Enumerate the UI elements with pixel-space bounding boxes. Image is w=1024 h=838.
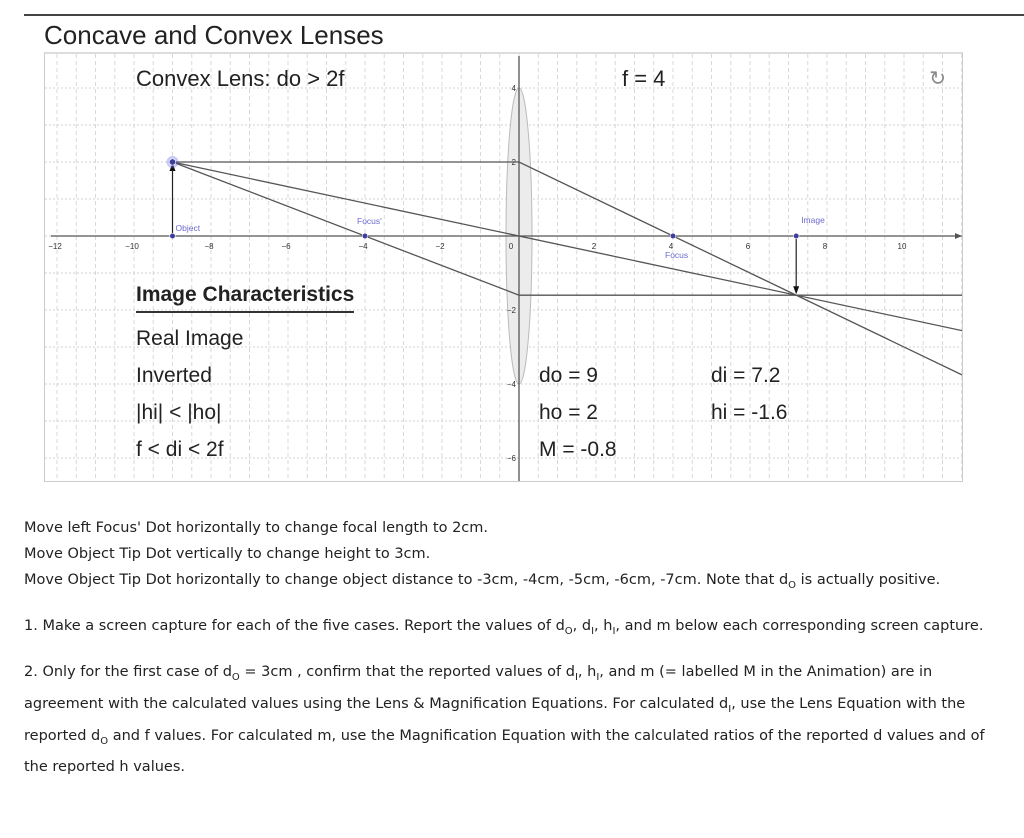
x-tick-label: −10 xyxy=(125,242,139,251)
y-tick-label: 4 xyxy=(511,84,516,93)
image-arrowhead-icon xyxy=(793,286,799,294)
y-tick-label: 2 xyxy=(511,158,516,167)
hi-value: hi = -1.6 xyxy=(711,401,788,424)
image-label: Image xyxy=(801,215,825,225)
x-tick-label: 8 xyxy=(822,242,828,251)
y-tick-label: −2 xyxy=(506,306,516,315)
image-dot[interactable] xyxy=(793,233,799,239)
characteristic-item: Real Image xyxy=(136,327,244,350)
focal-length-label: f = 4 xyxy=(622,66,666,91)
characteristic-item: f < di < 2f xyxy=(136,438,224,461)
refresh-icon[interactable]: ↻ xyxy=(929,68,946,90)
object-tip-dot[interactable] xyxy=(169,159,175,165)
instruction-line: Move Object Tip Dot vertically to change height to 3cm. xyxy=(24,546,431,562)
y-tick-label: −6 xyxy=(506,454,516,463)
x-tick-label: 4 xyxy=(668,242,674,251)
focal-ray xyxy=(173,162,964,295)
geogebra-graphics-view[interactable] xyxy=(44,52,963,482)
x-tick-label: −4 xyxy=(358,242,368,251)
x-axis-arrow-icon xyxy=(955,233,962,239)
x-tick-label: 6 xyxy=(745,242,751,251)
instruction-line: Move left Focus' Dot horizontally to change focal length to 2cm. xyxy=(24,520,488,536)
instructions xyxy=(24,515,999,780)
question-1: 1. Make a screen capture for each of the five cases. Report the values of $d_O$, $d_I$, $h_I$, and m below each corresponding screen capture. xyxy=(24,617,984,637)
characteristics-heading: Image Characteristics xyxy=(136,283,354,313)
magnification-value: M = -0.8 xyxy=(539,438,617,461)
mode-title: Convex Lens: do > 2f xyxy=(136,66,345,91)
x-tick-label: 10 xyxy=(897,242,907,251)
instruction-line: Move Object Tip Dot horizontally to change object distance to -3cm, -4cm, -5cm, -6cm, -7cm. Note that $d_O$ is actually positive. xyxy=(24,572,941,591)
app-title: Concave and Convex Lenses xyxy=(44,20,384,50)
x-tick-label: −8 xyxy=(204,242,214,251)
focus-prime-label: Focus' xyxy=(357,216,382,226)
y-tick-label: −4 xyxy=(506,380,516,389)
di-value: di = 7.2 xyxy=(711,364,781,387)
focus-dot[interactable] xyxy=(670,233,676,239)
x-tick-label: −6 xyxy=(281,242,291,251)
object-label: Object xyxy=(175,223,201,233)
x-tick-label: 0 xyxy=(508,242,514,251)
question-2: 2. Only for the first case of $d_O = 3cm$ , confirm that the reported values of $d_I$, $h_I$, and m (= labelled M in the Animation) are in agreement with the calculated values using the Lens & Magnification Equations. For calculated $d_I$, use the Lens Equation with the reported $d_O$ and f values. For calculated m, use the Magnification Equation with the calculated ratios of the reported d values and of the reported h values. xyxy=(24,663,985,776)
x-tick-label: −12 xyxy=(48,242,62,251)
focus-label: Focus xyxy=(665,250,689,260)
do-value: do = 9 xyxy=(539,364,598,387)
x-tick-label: −2 xyxy=(435,242,445,251)
focus-prime-dot[interactable] xyxy=(362,233,368,239)
characteristic-item: Inverted xyxy=(136,364,212,387)
parallel-ray xyxy=(173,162,964,376)
characteristic-item: |hi| < |ho| xyxy=(136,401,222,424)
object-base-dot[interactable] xyxy=(170,233,176,239)
ho-value: ho = 2 xyxy=(539,401,598,424)
x-tick-label: 2 xyxy=(591,242,597,251)
top-divider xyxy=(24,14,1024,16)
